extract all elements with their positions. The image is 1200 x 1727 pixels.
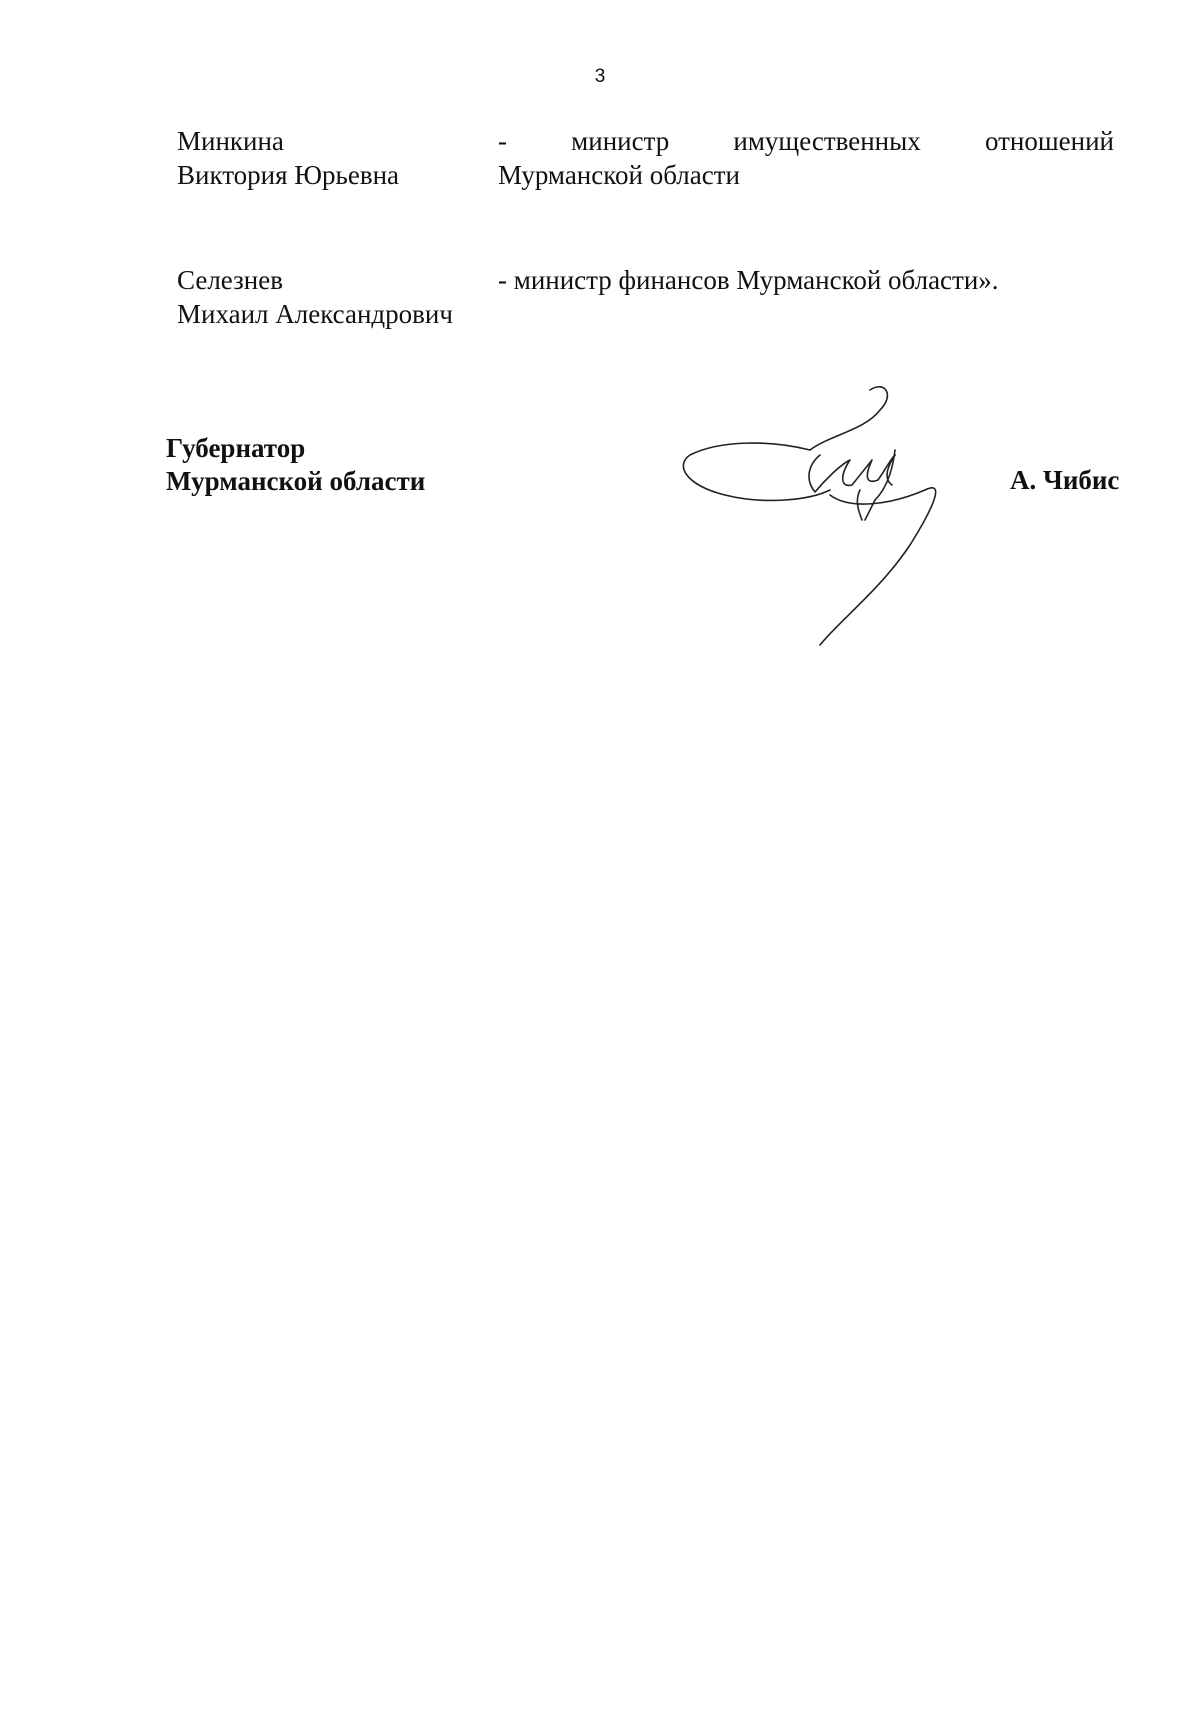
signature-stroke [857,490,862,520]
signature-stroke [820,488,936,645]
member-role-line [498,124,1114,158]
role-word: имущественных [733,126,921,156]
member-surname: Селезнев [177,265,283,295]
signatory-title-line: Губернатор [166,433,306,463]
role-word: отношений [984,126,1114,156]
signer-name: А. Чибис [1010,465,1120,495]
member-given-names: Виктория Юрьевна [177,160,400,190]
member-surname: Минкина [177,126,284,156]
member-role [498,263,1114,297]
handwritten-signature [680,380,960,650]
member-name [177,263,453,331]
role-word: - [498,126,507,156]
signatory-title [166,432,425,498]
page-number: 3 [594,66,606,87]
member-role [498,124,1114,192]
role-word: министр [571,126,670,156]
member-role-line: Мурманской области [498,160,740,190]
member-name [177,124,399,192]
signatory-title-line: Мурманской области [166,466,426,496]
signature-stroke [809,455,895,492]
signature-stroke [683,443,830,500]
member-role-line: - министр финансов Мурманской области». [498,265,999,295]
member-given-names: Михаил Александрович [177,299,453,329]
signature-stroke [810,387,887,450]
